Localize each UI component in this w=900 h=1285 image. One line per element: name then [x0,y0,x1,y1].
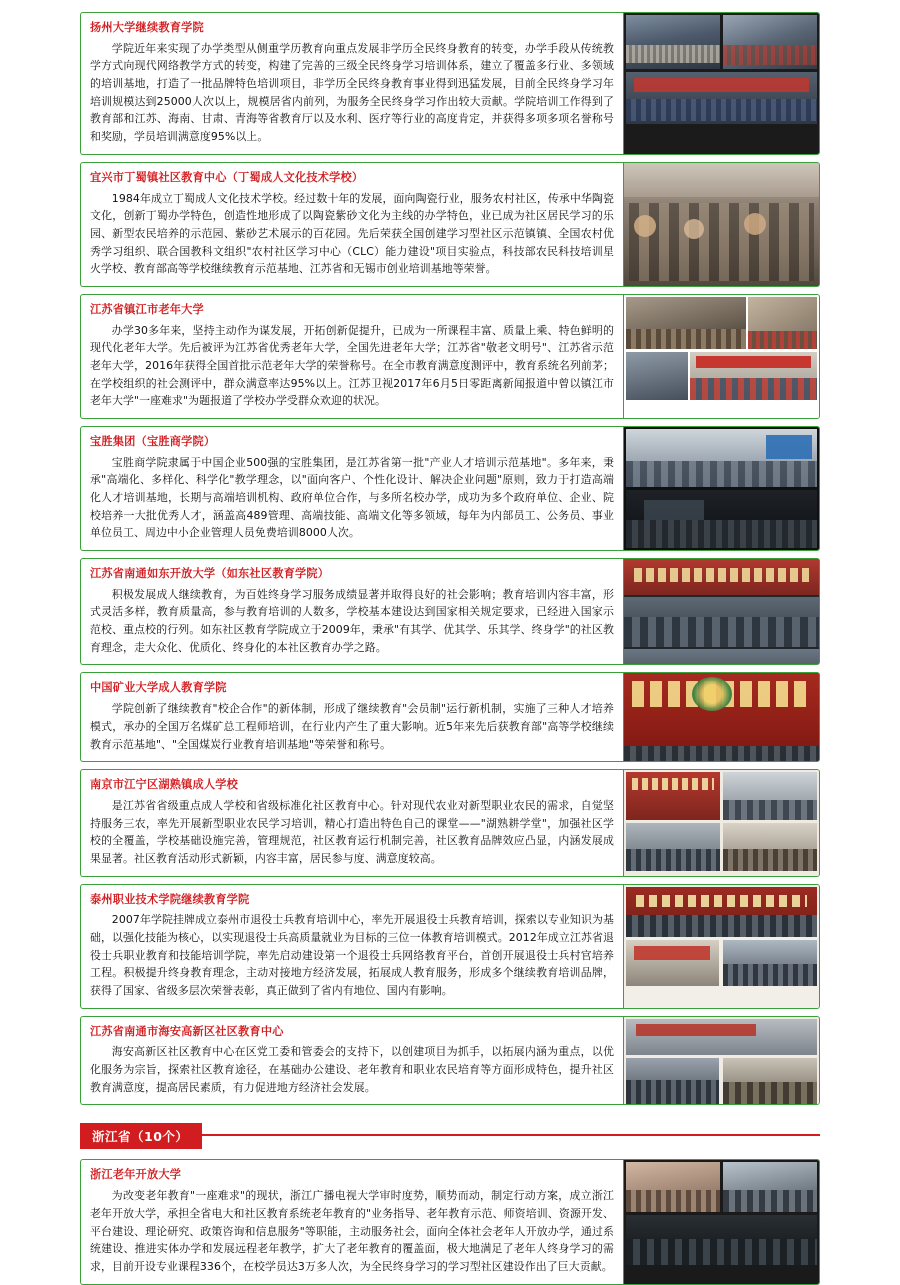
photo [626,940,719,986]
photo-community-college-training [623,559,819,664]
photo [723,1162,817,1212]
entry-text [81,163,623,286]
photo [626,72,817,124]
entry-card [80,1016,820,1106]
entry-text [81,885,623,1008]
photo [748,297,817,349]
photo-collage-graduation-ceremony [623,13,819,154]
photo [626,1058,719,1104]
entry-title: 宝胜集团（宝胜商学院） [90,434,216,448]
entry-title: 扬州大学继续教育学院 [90,21,204,34]
photo [723,1058,817,1104]
entry-body: 为改变老年教育"一座难求"的现状，浙江广播电视大学审时度势，顺势而动，制定行动方案，成立浙江老年开放大学，承担全省电大和社区教育系统老年教育的"业务指导、老年教育示范、师资培训、资源开发、平台建设、理论研究、政策咨询和信息服务"等职能，主动服务社会，面向全体社会老年人开放办学，通过系统建设、推进实体办学和发展远程老年教学，扩大了老年教育的覆盖面，极大地满足了老年人终身学习的需求，目前开设专业课程336个，在校学员达3万多人次，为全民终身学习的学习型社区建设作出了巨大贡献。 [90,1189,614,1273]
entry-card [80,426,820,551]
photo [723,772,817,820]
entry-body: 海安高新区社区教育中心在区党工委和管委会的支持下，以创建项目为抓手，以拓展内涵为重点，以优化服务为宗旨，探索社区教育途径，在基础办公建设、老年教育和职业农民培育等方面形成特色，提升社区教育满意度，提高居民素质，有力促进地方经济社会发展。 [90,1045,614,1094]
entry-body: 积极发展成人继续教育，为百姓终身学习服务成绩显著并取得良好的社会影响；教育培训内容丰富，形式灵活多样，教育质量高，参与教育培训的人数多，学校基本建设达到国家相关规定要求，已经进入国家示范校、重点校的行列。如东社区教育学院成立于2009年，秉承"有其学、优其学、乐其学、终身学"的社区教育理念，走大众化、优质化、终身化的本社区教育办学之路。 [90,587,614,654]
entry-title: 浙江老年开放大学 [90,1168,182,1182]
entry-body: 宝胜商学院隶属于中国企业500强的宝胜集团，是江苏省第一批"产业人才培训示范基地"。多年来，秉承"高端化、多样化、科学化"教学理念，以"面向客户、个性化设计、解决企业问题"原则，致力于打造高端化人才培训基地，长期与高端培训机构、政府单位合作，与多所名校办学，成功为多个政府单位、企业、院校培养一大批优秀人才，涵盖高489管理、高端技能、高端文化等多领域，每年为内部员工、公务员、事业单位员工、周边中小企业管理人员免费培训8000人次。 [90,455,614,540]
photo [723,823,817,871]
entry-text [81,427,623,550]
photo [624,559,819,595]
photo [690,352,817,400]
entry-body: 办学30多年来，坚持主动作为谋发展，开拓创新促提升，已成为一所课程丰富、质量上乘、特色鲜明的现代化老年大学。先后被评为江苏省优秀老年大学，全国先进老年大学；江苏省"敬老文明号"、江苏省示范老年大学，2016年获得全国首批示范老年大学的荣誉称号。在全市教育满意度测评中，教育系统名列前茅；在学校组织的社会测评中，群众满意率达95%以上。江苏卫视2017年6月5日零距离新闻报道中曾以镇江市老年大学"一座难求"为题报道了学校办学受群众欢迎的状况。 [90,323,614,408]
entry-card [80,162,820,287]
entry-body: 是江苏省省级重点成人学校和省级标准化社区教育中心。针对现代农业对新型职业农民的需求，自觉坚持服务三农，率先开展新型职业农民学习培训，精心打造出特色自己的课堂——"湖熟耕学堂"，加强社区学校的全覆盖，学校基础设施完善，管理规范，社区教育运行机制完善，社区教育品牌效应凸显，内涵发展成果显著。社区教育活动形式新颖，内容丰富，居民参与度、满意度较高。 [90,798,614,865]
entry-card [80,672,820,762]
section-heading-label: 浙江省（10个） [80,1123,202,1149]
entry-text [81,673,623,761]
entry-title: 宜兴市丁蜀镇社区教育中心（丁蜀成人文化技术学校） [90,170,364,184]
entry-body: 学院创新了继续教育"校企合作"的新体制，形成了继续教育"会员制"运行新机制，实施了三种人才培养模式，承办的全国万名煤矿总工程师培训，在行业内产生了重大影响。近5年来先后获教育部"高等学校继续教育示范基地"、"全国煤炭行业教育培训基地"等荣誉和称号。 [90,702,614,751]
photo [626,352,688,400]
photo-network-course-opening-ceremony [623,673,819,761]
entry-text [81,770,623,875]
entry-title: 中国矿业大学成人教育学院 [90,681,227,695]
section-heading [80,1123,820,1149]
photo-pottery-classroom [623,163,819,286]
entry-text [81,1160,623,1283]
photo-veteran-training-conference [623,885,819,1008]
photo [723,15,817,69]
photo-adult-school-lecture [623,770,819,875]
photo [626,297,746,349]
photo [624,597,819,647]
photo [626,429,817,487]
entry-card [80,769,820,876]
photo [626,1019,817,1055]
photo-senior-open-university [623,1160,819,1283]
entry-title: 泰州职业技术学院继续教育学院 [90,892,250,906]
entry-card [80,294,820,419]
entry-text [81,1017,623,1105]
entry-body: 1984年成立丁蜀成人文化技术学校。经过数十年的发展，面向陶瓷行业，服务农村社区，传承中华陶瓷文化，创新丁蜀办学特色，创造性地形成了以陶瓷紫砂文化为主线的办学特色，业已成为社区居民学习的乐园、新型农民培养的示范园、紫砂艺术展示的百花园。先后荣获全国创建学习型社区示范镇镇、全国农村优秀学习组织、联合国教科文组织"农村社区学习中心（CLC）能力建设"项目实验点，科技部农民科技培训星火学校、教育部高等学校继续教育示范基地、江苏省和无锡市创业培训基地等荣誉。 [90,191,614,276]
photo [626,1215,817,1265]
entry-title: 江苏省镇江市老年大学 [90,302,204,316]
photo [723,940,817,986]
photo [624,163,819,286]
photo [626,887,817,937]
entry-card [80,1159,820,1284]
entry-body: 2007年学院挂牌成立泰州市退役士兵教育培训中心，率先开展退役士兵教育培训，探索以专业知识为基础，以强化技能为核心，以实现退役士兵高质量就业为目标的三位一体教育培训模式。2012年成立江苏省退役士兵职业教育和技能培训学院，率先启动建设第一个退役士兵网络教育平台，首创开展退役士兵村官培养工程。积极提升终身教育理念，主动对接地方经济发展，拓展成人教育服务，形成多个继续教育培训品牌，获得了国家、省级多层次荣誉表彰，真正做到了省内有地位、国内有影响。 [90,913,614,997]
entry-card [80,12,820,155]
entry-text [81,559,623,664]
photo [626,1162,720,1212]
photo [624,673,819,761]
entry-text [81,13,623,154]
entry-body: 学院近年来实现了办学类型从侧重学历教育向重点发展非学历全民终身教育的转变，办学手段从传统教学方式向现代网络教学方式的转变，构建了完善的三级全民终身学习培训体系，建立了覆盖多行业、多领域的培训基地，打造了一批品牌特色培训项目，非学历全民终身教育事业得到迅猛发展，目前全民终身学习年培训规模达到25000人次以上，规模居省内前列，为服务全民终身学习作出较大贡献。学院培训工作得到了教育部和江苏、海南、甘肃、青海等省教育厅以及水利、医疗等行业的高度肯定，并获得多项多项名誉称号和奖励，学员培训满意度95%以上。 [90,41,614,144]
entry-title: 南京市江宁区湖熟镇成人学校 [90,778,239,792]
entry-card [80,558,820,665]
entry-card [80,884,820,1009]
entry-text [81,295,623,418]
photo [626,823,720,871]
photo-community-education-center [623,1017,819,1105]
entry-title: 江苏省南通如东开放大学（如东社区教育学院） [90,566,330,580]
photo-senior-university-activities [623,295,819,418]
entry-title: 江苏省南通市海安高新区社区教育中心 [90,1024,284,1038]
photo [624,649,819,664]
photo [626,772,720,820]
photo [626,15,720,69]
photo [626,490,817,548]
photo-corporate-training [623,427,819,550]
